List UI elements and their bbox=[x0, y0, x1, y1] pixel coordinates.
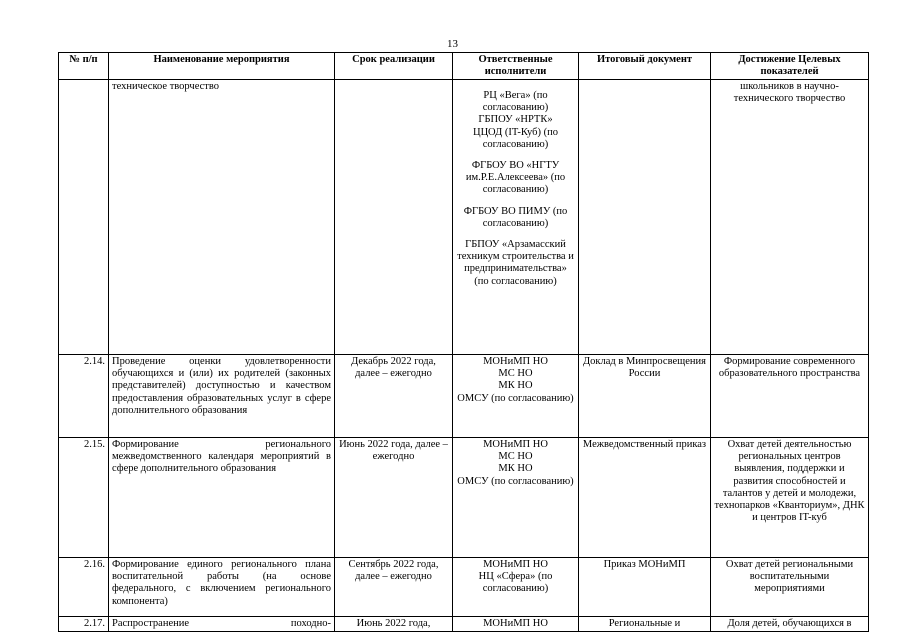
cell-executors bbox=[453, 355, 579, 438]
cell-document: Доклад в Минпросвещения России bbox=[579, 355, 711, 438]
cell-indicators-text: Доля детей, обучающихся в bbox=[727, 618, 852, 629]
executor-item: МОНиМП НО bbox=[483, 439, 548, 450]
cell-num: 2.15. bbox=[59, 438, 109, 558]
table-row-2-16 bbox=[59, 558, 869, 617]
cell-indicators: школьников в научно-технического творчество bbox=[711, 80, 869, 355]
header-term: Срок реализации bbox=[335, 53, 453, 80]
executor-item: ФГБОУ ВО ПИМУ (по согласованию) bbox=[463, 205, 568, 229]
cell-executors bbox=[453, 80, 579, 355]
executor-item: МОНиМП НО bbox=[483, 356, 548, 367]
executor-item: МОНиМП НО bbox=[483, 618, 548, 629]
cell-indicators bbox=[711, 617, 869, 632]
cell-document bbox=[579, 617, 711, 632]
executor-item: МС НО bbox=[498, 368, 533, 380]
cell-name: Формирование единого регионального плана воспитательной работы (на основе федерального, с включением регионального компонента) bbox=[109, 558, 335, 617]
table-row-2-17 bbox=[59, 617, 869, 632]
cell-indicators: Охват детей деятельностью региональных центров выявления, поддержки и развития способностей и талантов у детей и молодежи, технопарков «Кванториум», ДНК и центров IT-куб bbox=[711, 438, 869, 558]
cell-term: Июнь 2022 года, далее – ежегодно bbox=[335, 438, 453, 558]
cell-term: Декабрь 2022 года, далее – ежегодно bbox=[335, 355, 453, 438]
header-executors: Ответственные исполнители bbox=[453, 53, 579, 80]
measures-table bbox=[58, 52, 869, 632]
cell-term bbox=[335, 80, 453, 355]
cell-num bbox=[59, 617, 109, 632]
cell-name bbox=[109, 617, 335, 632]
cell-name: Проведение оценки удовлетворенности обучающихся и (или) их родителей (законных представителей) доступностью и качеством предоставления образовательных услуг в сфере дополнительного образования bbox=[109, 355, 335, 438]
cell-document-text: Региональные и bbox=[608, 618, 681, 629]
cell-num: 2.16. bbox=[59, 558, 109, 617]
cell-document: Приказ МОНиМП bbox=[579, 558, 711, 617]
cell-term-text: Июнь 2022 года, bbox=[356, 618, 431, 629]
cell-executors bbox=[453, 438, 579, 558]
executor-item: ГБПОУ «Арзамасский техникум строительства и предпринимательства» (по согласованию) bbox=[457, 239, 574, 287]
executor-item: ОМСУ (по согласованию) bbox=[457, 475, 574, 487]
executor-spacer bbox=[456, 81, 575, 90]
executor-item: НЦ «Сфера» (по согласованию) bbox=[478, 571, 553, 595]
executor-item: МОНиМП НО bbox=[483, 559, 548, 570]
header-document: Итоговый документ bbox=[579, 53, 711, 80]
executor-spacer bbox=[456, 197, 575, 206]
table-row-2-14 bbox=[59, 355, 869, 438]
cell-executors bbox=[453, 558, 579, 617]
executor-item: ФГБОУ ВО «НГТУ им.Р.Е.Алексеева» (по согласованию) bbox=[465, 160, 566, 196]
cell-num-text: 2.17. bbox=[84, 618, 105, 629]
cell-executors bbox=[453, 617, 579, 632]
cell-term bbox=[335, 617, 453, 632]
executor-item: ОМСУ (по согласованию) bbox=[457, 392, 574, 404]
executor-item: МК НО bbox=[498, 380, 533, 392]
cell-num: 2.14. bbox=[59, 355, 109, 438]
executor-spacer bbox=[456, 230, 575, 239]
cell-name-text: Распространение походно- bbox=[112, 618, 331, 629]
cell-indicators: Формирование современного образовательного пространства bbox=[711, 355, 869, 438]
executor-item: МС НО bbox=[498, 451, 533, 463]
executor-item: РЦ «Вега» (по согласованию) bbox=[482, 90, 549, 114]
cell-document: Межведомственный приказ bbox=[579, 438, 711, 558]
cell-name: техническое творчество bbox=[109, 80, 335, 355]
executor-item: МК НО bbox=[498, 463, 533, 475]
executor-item: ЦЦОД (IT-Куб) (по согласованию) bbox=[473, 126, 558, 150]
page-number: 13 bbox=[447, 38, 458, 50]
header-name: Наименование мероприятия bbox=[109, 53, 335, 80]
header-row bbox=[59, 53, 869, 80]
header-num: № п/п bbox=[59, 53, 109, 80]
cell-document bbox=[579, 80, 711, 355]
executor-spacer bbox=[456, 151, 575, 160]
executor-item: ГБПОУ «НРТК» bbox=[478, 114, 553, 126]
cell-name: Формирование регионального межведомственного календаря мероприятий в сфере дополнительного образования bbox=[109, 438, 335, 558]
header-indicators: Достижение Целевых показателей bbox=[711, 53, 869, 80]
cell-num bbox=[59, 80, 109, 355]
cell-term: Сентябрь 2022 года, далее – ежегодно bbox=[335, 558, 453, 617]
table-row-2-15 bbox=[59, 438, 869, 558]
cell-indicators: Охват детей региональными воспитательными мероприятиями bbox=[711, 558, 869, 617]
table-row-continuation bbox=[59, 80, 869, 355]
